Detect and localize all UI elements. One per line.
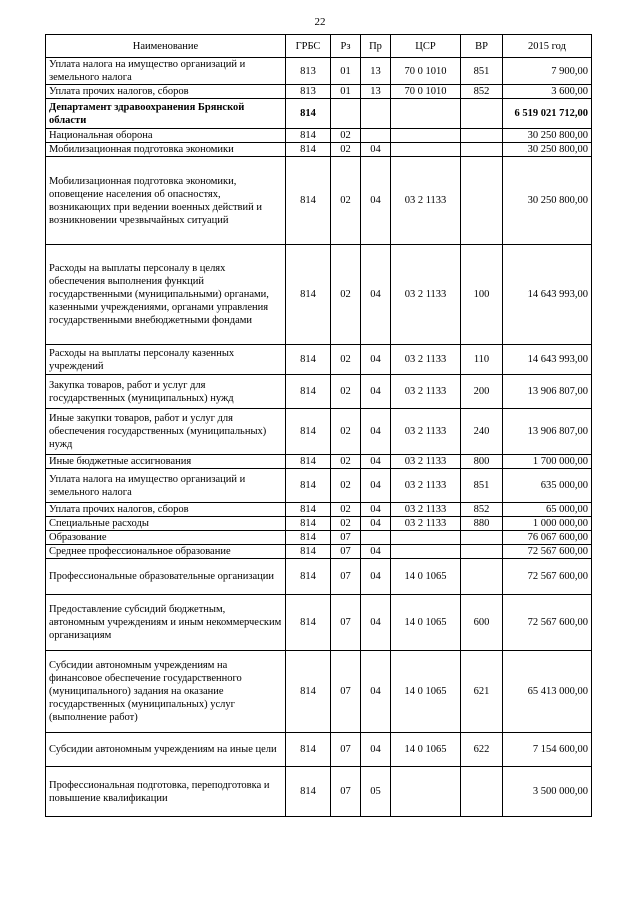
- cell-amount: 13 906 807,00: [503, 375, 592, 409]
- cell-csr: 70 0 1010: [391, 58, 461, 85]
- cell-name: Уплата прочих налогов, сборов: [46, 85, 286, 99]
- cell-name: Среднее профессиональное образование: [46, 545, 286, 559]
- table-row: [46, 767, 592, 817]
- cell-vr: [461, 531, 503, 545]
- budget-table: [45, 34, 592, 817]
- cell-grbs: 814: [286, 767, 331, 817]
- cell-vr: 240: [461, 409, 503, 455]
- cell-amount: 65 413 000,00: [503, 651, 592, 733]
- cell-vr: 622: [461, 733, 503, 767]
- cell-vr: [461, 129, 503, 143]
- cell-vr: [461, 545, 503, 559]
- cell-grbs: 814: [286, 143, 331, 157]
- header-name: Наименование: [46, 35, 286, 58]
- cell-grbs: 814: [286, 595, 331, 651]
- cell-csr: 70 0 1010: [391, 85, 461, 99]
- cell-grbs: 814: [286, 531, 331, 545]
- cell-pr: 04: [361, 545, 391, 559]
- cell-pr: 04: [361, 469, 391, 503]
- cell-csr: 03 2 1133: [391, 503, 461, 517]
- cell-csr: 03 2 1133: [391, 517, 461, 531]
- cell-rz: 07: [331, 767, 361, 817]
- cell-pr: [361, 99, 391, 129]
- cell-vr: 851: [461, 469, 503, 503]
- cell-name: Предоставление субсидий бюджетным, автономным учреждениям и иным некоммерческим организациям: [46, 595, 286, 651]
- cell-pr: 04: [361, 345, 391, 375]
- cell-pr: 04: [361, 455, 391, 469]
- cell-amount: 635 000,00: [503, 469, 592, 503]
- header-grbs: ГРБС: [286, 35, 331, 58]
- cell-name: Профессиональные образовательные организации: [46, 559, 286, 595]
- cell-rz: 01: [331, 85, 361, 99]
- cell-grbs: 814: [286, 733, 331, 767]
- cell-csr: 14 0 1065: [391, 595, 461, 651]
- table-row: [46, 157, 592, 245]
- cell-rz: 02: [331, 157, 361, 245]
- cell-pr: 04: [361, 733, 391, 767]
- cell-amount: 30 250 800,00: [503, 143, 592, 157]
- cell-grbs: 814: [286, 375, 331, 409]
- cell-name: Мобилизационная подготовка экономики: [46, 143, 286, 157]
- cell-amount: 72 567 600,00: [503, 545, 592, 559]
- cell-rz: 07: [331, 531, 361, 545]
- table-row: [46, 409, 592, 455]
- cell-name: Мобилизационная подготовка экономики, оповещение населения об опасностях, возникающих при ведении военных действий и возникновении чрезвычайных ситуаций: [46, 157, 286, 245]
- cell-grbs: 814: [286, 503, 331, 517]
- cell-vr: 851: [461, 58, 503, 85]
- table-row: [46, 245, 592, 345]
- cell-csr: 03 2 1133: [391, 455, 461, 469]
- header-pr: Пр: [361, 35, 391, 58]
- cell-grbs: 814: [286, 157, 331, 245]
- cell-amount: 7 900,00: [503, 58, 592, 85]
- cell-csr: 03 2 1133: [391, 245, 461, 345]
- table-row: [46, 99, 592, 129]
- cell-grbs: 814: [286, 129, 331, 143]
- cell-amount: 3 600,00: [503, 85, 592, 99]
- cell-vr: 110: [461, 345, 503, 375]
- page-number: 22: [314, 16, 326, 28]
- cell-amount: 6 519 021 712,00: [503, 99, 592, 129]
- cell-pr: 04: [361, 595, 391, 651]
- cell-csr: [391, 99, 461, 129]
- cell-amount: 7 154 600,00: [503, 733, 592, 767]
- cell-rz: 07: [331, 545, 361, 559]
- cell-grbs: 814: [286, 99, 331, 129]
- cell-grbs: 814: [286, 409, 331, 455]
- table-row: [46, 85, 592, 99]
- cell-amount: 3 500 000,00: [503, 767, 592, 817]
- cell-rz: 02: [331, 517, 361, 531]
- cell-rz: 02: [331, 345, 361, 375]
- cell-amount: 30 250 800,00: [503, 129, 592, 143]
- cell-pr: 04: [361, 157, 391, 245]
- table-row: [46, 143, 592, 157]
- cell-csr: 03 2 1133: [391, 375, 461, 409]
- cell-rz: 07: [331, 651, 361, 733]
- cell-rz: [331, 99, 361, 129]
- cell-pr: 04: [361, 375, 391, 409]
- cell-vr: 200: [461, 375, 503, 409]
- table-row: [46, 545, 592, 559]
- cell-name: Иные закупки товаров, работ и услуг для обеспечения государственных (муниципальных) нужд: [46, 409, 286, 455]
- cell-pr: [361, 129, 391, 143]
- cell-csr: 03 2 1133: [391, 345, 461, 375]
- cell-amount: 14 643 993,00: [503, 245, 592, 345]
- cell-vr: 852: [461, 503, 503, 517]
- cell-csr: 14 0 1065: [391, 651, 461, 733]
- cell-csr: 14 0 1065: [391, 559, 461, 595]
- cell-name: Расходы на выплаты персоналу казенных учреждений: [46, 345, 286, 375]
- cell-vr: [461, 99, 503, 129]
- cell-rz: 02: [331, 503, 361, 517]
- cell-name: Уплата налога на имущество организаций и земельного налога: [46, 58, 286, 85]
- cell-vr: [461, 157, 503, 245]
- cell-rz: 07: [331, 595, 361, 651]
- cell-amount: 72 567 600,00: [503, 595, 592, 651]
- header-row: [46, 35, 592, 58]
- cell-name: Национальная оборона: [46, 129, 286, 143]
- cell-pr: 04: [361, 651, 391, 733]
- cell-amount: 14 643 993,00: [503, 345, 592, 375]
- cell-pr: 04: [361, 409, 391, 455]
- cell-amount: 30 250 800,00: [503, 157, 592, 245]
- cell-vr: 621: [461, 651, 503, 733]
- header-vr: ВР: [461, 35, 503, 58]
- cell-pr: 04: [361, 503, 391, 517]
- cell-name: Департамент здравоохранения Брянской области: [46, 99, 286, 129]
- cell-grbs: 814: [286, 455, 331, 469]
- cell-vr: [461, 767, 503, 817]
- cell-pr: 04: [361, 559, 391, 595]
- header-rz: Рз: [331, 35, 361, 58]
- cell-vr: 800: [461, 455, 503, 469]
- cell-amount: 65 000,00: [503, 503, 592, 517]
- cell-name: Субсидии автономным учреждениям на финансовое обеспечение государственного (муниципального) задания на оказание государственных (муниципальных) услуг (выполнение работ): [46, 651, 286, 733]
- cell-pr: 05: [361, 767, 391, 817]
- cell-csr: 14 0 1065: [391, 733, 461, 767]
- cell-name: Субсидии автономным учреждениям на иные цели: [46, 733, 286, 767]
- cell-grbs: 814: [286, 517, 331, 531]
- table-row: [46, 58, 592, 85]
- cell-pr: 04: [361, 143, 391, 157]
- cell-amount: 1 000 000,00: [503, 517, 592, 531]
- cell-rz: 02: [331, 245, 361, 345]
- cell-grbs: 814: [286, 245, 331, 345]
- table-row: [46, 531, 592, 545]
- cell-pr: 13: [361, 85, 391, 99]
- cell-amount: 1 700 000,00: [503, 455, 592, 469]
- cell-vr: 852: [461, 85, 503, 99]
- table-row: [46, 375, 592, 409]
- table-row: [46, 651, 592, 733]
- table-row: [46, 345, 592, 375]
- cell-amount: 13 906 807,00: [503, 409, 592, 455]
- cell-rz: 02: [331, 129, 361, 143]
- table-row: [46, 733, 592, 767]
- cell-csr: [391, 545, 461, 559]
- cell-grbs: 814: [286, 559, 331, 595]
- cell-vr: 100: [461, 245, 503, 345]
- cell-vr: 600: [461, 595, 503, 651]
- table-row: [46, 455, 592, 469]
- cell-vr: 880: [461, 517, 503, 531]
- table-row: [46, 129, 592, 143]
- cell-name: Закупка товаров, работ и услуг для государственных (муниципальных) нужд: [46, 375, 286, 409]
- cell-name: Расходы на выплаты персоналу в целях обеспечения выполнения функций государственными (муниципальными) органами, казенными учреждениями, органами управления государственными внебюджетными фондами: [46, 245, 286, 345]
- cell-rz: 02: [331, 469, 361, 503]
- cell-rz: 02: [331, 143, 361, 157]
- cell-rz: 07: [331, 733, 361, 767]
- cell-csr: [391, 129, 461, 143]
- cell-csr: 03 2 1133: [391, 157, 461, 245]
- cell-pr: [361, 531, 391, 545]
- cell-name: Образование: [46, 531, 286, 545]
- cell-vr: [461, 559, 503, 595]
- cell-name: Специальные расходы: [46, 517, 286, 531]
- table-row: [46, 469, 592, 503]
- cell-vr: [461, 143, 503, 157]
- cell-csr: [391, 531, 461, 545]
- cell-pr: 04: [361, 517, 391, 531]
- cell-grbs: 813: [286, 85, 331, 99]
- cell-csr: 03 2 1133: [391, 409, 461, 455]
- header-csr: ЦСР: [391, 35, 461, 58]
- cell-grbs: 814: [286, 651, 331, 733]
- cell-rz: 07: [331, 559, 361, 595]
- table-row: [46, 559, 592, 595]
- cell-rz: 02: [331, 375, 361, 409]
- cell-rz: 02: [331, 409, 361, 455]
- cell-csr: [391, 143, 461, 157]
- cell-grbs: 814: [286, 469, 331, 503]
- cell-pr: 04: [361, 245, 391, 345]
- cell-amount: 76 067 600,00: [503, 531, 592, 545]
- cell-grbs: 813: [286, 58, 331, 85]
- cell-amount: 72 567 600,00: [503, 559, 592, 595]
- cell-name: Уплата налога на имущество организаций и земельного налога: [46, 469, 286, 503]
- cell-grbs: 814: [286, 545, 331, 559]
- cell-rz: 02: [331, 455, 361, 469]
- cell-rz: 01: [331, 58, 361, 85]
- table-row: [46, 517, 592, 531]
- table-row: [46, 595, 592, 651]
- cell-csr: [391, 767, 461, 817]
- cell-csr: 03 2 1133: [391, 469, 461, 503]
- cell-grbs: 814: [286, 345, 331, 375]
- table-row: [46, 503, 592, 517]
- cell-name: Иные бюджетные ассигнования: [46, 455, 286, 469]
- cell-pr: 13: [361, 58, 391, 85]
- cell-name: Уплата прочих налогов, сборов: [46, 503, 286, 517]
- cell-name: Профессиональная подготовка, переподготовка и повышение квалификации: [46, 767, 286, 817]
- header-year: 2015 год: [503, 35, 592, 58]
